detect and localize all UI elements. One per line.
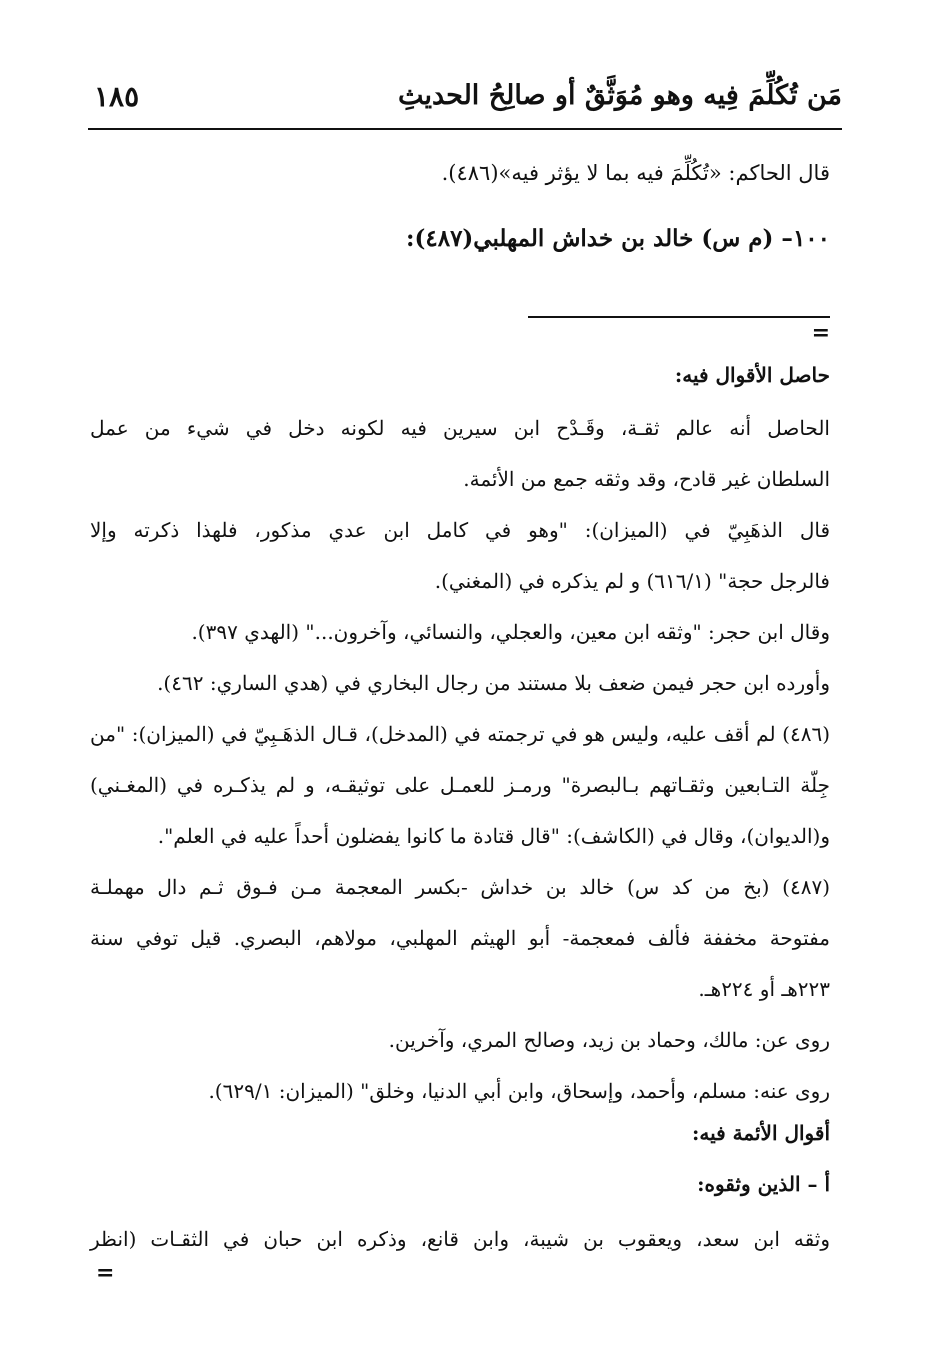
entry-heading: ١٠٠– (م س) خالد بن خداش المهلبي(٤٨٧): (405, 225, 830, 252)
summary-line-4: فالرجل حجة" (٦١٦/١) و لم يذكره في (المغني). (434, 569, 830, 593)
summary-line-1: الحاصل أنه عالم ثقـة، وقَـدْح ابن سيرين فيه لكونه دخل في شيء من عمل (90, 416, 830, 440)
continuation-mark-bottom: = (96, 1260, 115, 1286)
trustworthy-subheading: أ – الذين وثقوه: (697, 1172, 830, 1196)
footnote-486-line-1: (٤٨٦) لم أقف عليه، وليس هو في ترجمته في (المدخل)، قـال الذهَـبِيّ في (الميزان): "من (90, 722, 830, 746)
running-title: مَن تُكُلِّمَ فِيه وهو مُوَثَّقٌ أو صالِحُ الحديثِ (397, 80, 842, 111)
footnote-487-line-3: ٢٢٣هـ أو ٢٢٤هـ. (698, 977, 830, 1001)
continuation-mark-top: = (811, 320, 830, 346)
footnote-487-line-1: (٤٨٧) (بخ من كد س) خالد بن خداش -بكسر المعجمة مـن فـوق ثـم دال مهملـة (90, 875, 830, 899)
imams-sayings-heading: أقوال الأئمة فيه: (692, 1121, 830, 1145)
footnote-487-last-line: وثقه ابن سعد، ويعقوب بن شيبة، وابن قانع، وذكره ابن حبان في الثقـات (انظر (90, 1227, 831, 1251)
footnote-487-line-2: مفتوحة مخففة فألف فمعجمة- أبو الهيثم المهلبي، مولاهم، البصري. قيل توفي سنة (90, 926, 830, 950)
summary-heading: حاصل الأقوال فيه: (674, 363, 830, 387)
footnote-487-line-5: روى عنه: مسلم، وأحمد، وإسحاق، وابن أبي الدنيا، وخلق" (الميزان: ٦٢٩/١). (208, 1079, 830, 1103)
summary-line-3: قال الذهَبِيّ في (الميزان): "وهو في كامل ابن عدي مذكور، فلهذا ذكرته وإلا (90, 518, 830, 542)
footnote-separator (528, 316, 830, 318)
summary-line-6: وأورده ابن حجر فيمن ضعف بلا مستند من رجال البخاري في (هدي الساري: ٤٦٢). (157, 671, 830, 695)
footnote-486-line-3: و(الديوان)، وقال في (الكاشف): "قال قتادة ما كانوا يفضلون أحداً عليه في العلم". (157, 824, 830, 848)
footnote-487-line-4: روى عن: مالك، وحماد بن زيد، وصالح المري، وآخرين. (388, 1028, 830, 1052)
summary-line-2: السلطان غير قادح، وقد وثقه جمع من الأئمة. (463, 467, 830, 491)
page-header (88, 72, 842, 130)
page-number: ١٨٥ (94, 80, 140, 113)
footnote-486-line-2: جِلّة التـابعين وثقـاتهم بـالبصرة" ورمـز للعمـل على توثيقـه، و لم يذكـره في (المغـني) (90, 773, 830, 797)
summary-line-5: وقال ابن حجر: "وثقه ابن معين، والعجلي، والنسائي، وآخرون..." (الهدي ٣٩٧). (191, 620, 830, 644)
hakim-quote-line: قال الحاكم: «تُكُلِّمَ فيه بما لا يؤثر فيه»(٤٨٦). (441, 161, 830, 185)
